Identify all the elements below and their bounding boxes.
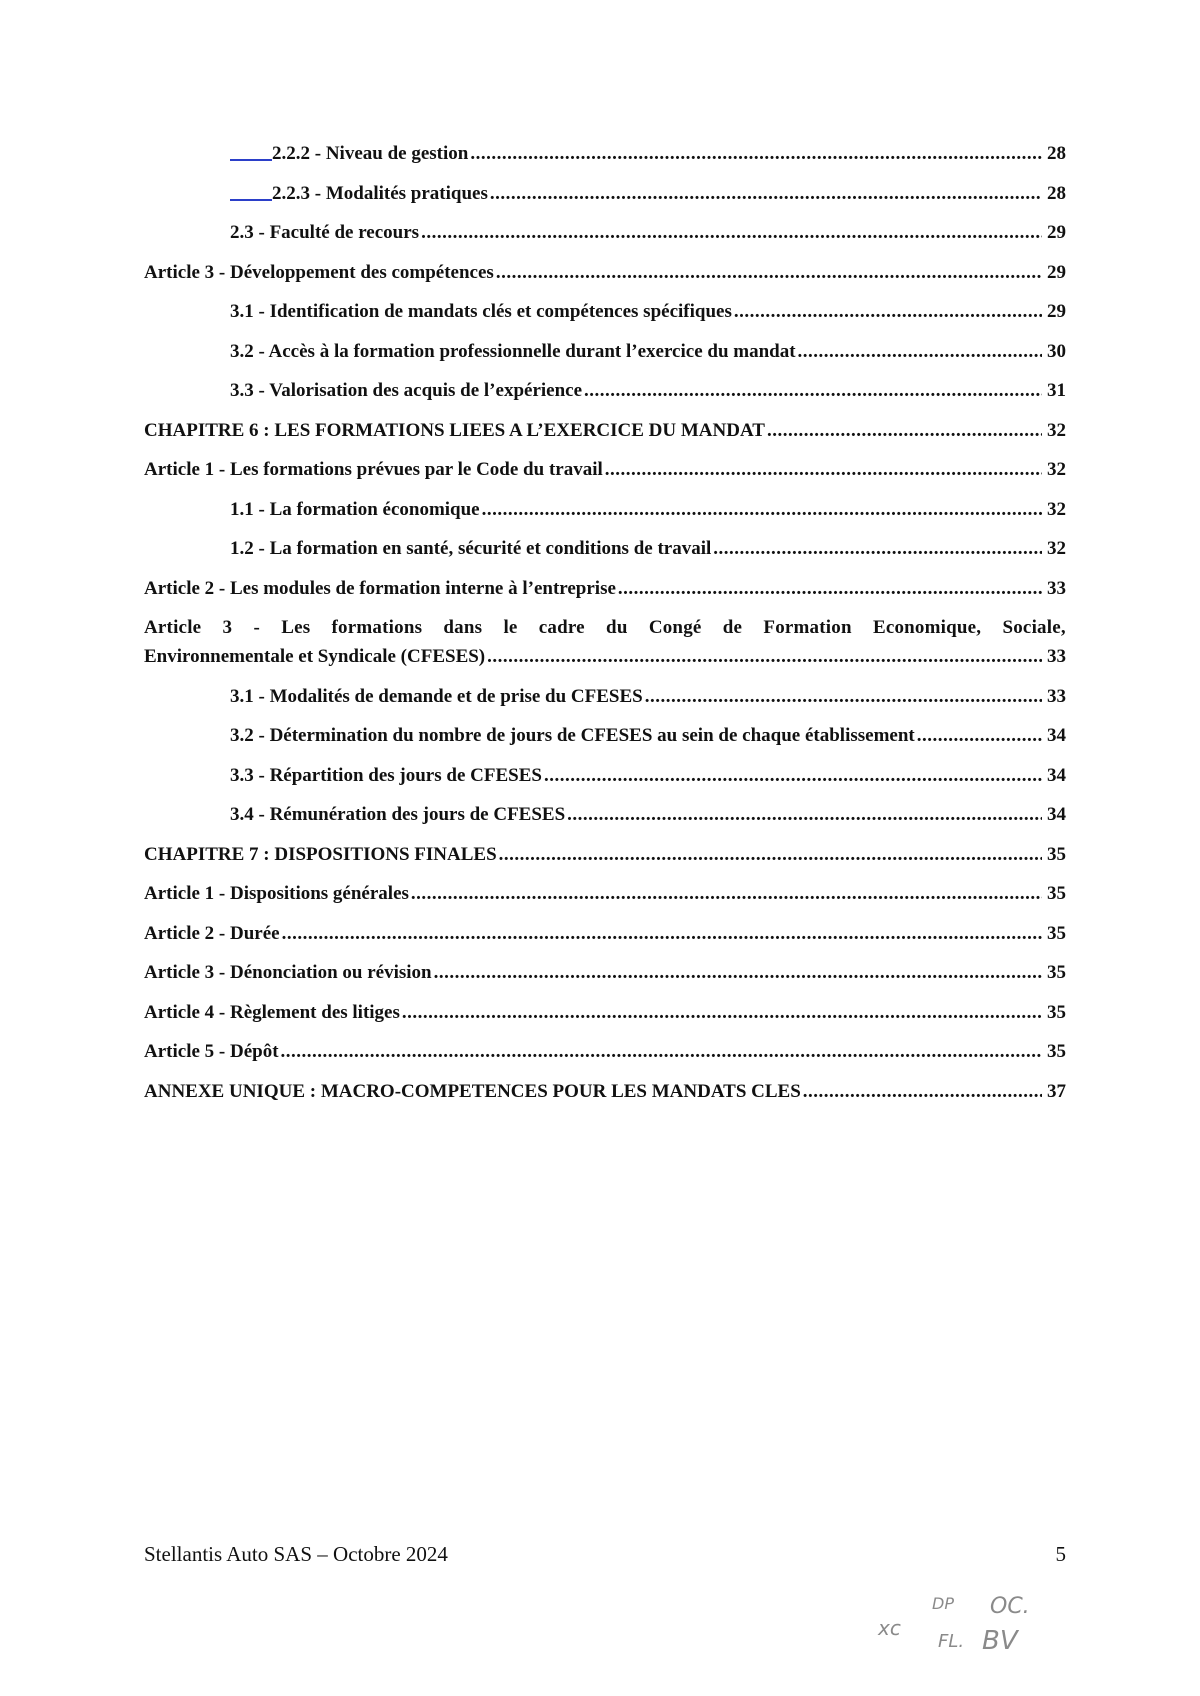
toc-entry-title: 1.1 - La formation économique — [230, 498, 480, 520]
word: Formation — [763, 617, 852, 638]
word: cadre — [538, 617, 585, 638]
dot-leader — [482, 498, 1042, 522]
dot-leader — [544, 764, 1042, 788]
initial-mark: xc — [878, 1616, 901, 1640]
toc-entry[interactable] — [144, 458, 1066, 482]
footer-page-number: 5 — [1055, 1542, 1066, 1566]
hyperlink-underline[interactable] — [230, 199, 272, 201]
initial-mark: DP — [932, 1594, 954, 1613]
toc-entry[interactable] — [144, 922, 1066, 946]
toc-page-number: 35 — [1047, 922, 1066, 944]
dot-leader — [281, 1040, 1042, 1064]
toc-entry-title: Article 5 - Dépôt — [144, 1041, 279, 1062]
footer-text: Stellantis Auto SAS – Octobre 2024 — [144, 1542, 448, 1566]
toc-entry-title: 2.2.2 - Niveau de gestion — [272, 143, 469, 164]
dot-leader — [734, 300, 1042, 324]
toc-entry[interactable] — [144, 221, 1066, 245]
toc-page-number: 35 — [1047, 962, 1066, 983]
toc-entry[interactable] — [144, 142, 1066, 166]
toc-entry[interactable] — [144, 577, 1066, 601]
toc-entry-title: Article 1 - Les formations prévues par le Code du travail — [144, 459, 603, 480]
toc-entry-title: Article 2 - Les modules de formation interne à l’entreprise — [144, 577, 616, 599]
word: Sociale, — [1002, 617, 1066, 638]
toc-entry[interactable] — [144, 803, 1066, 827]
toc-entry-title: 2.2.3 - Modalités pratiques — [272, 182, 488, 204]
dot-leader — [421, 221, 1042, 245]
dot-leader — [803, 1080, 1042, 1104]
toc-page-number: 33 — [1047, 646, 1066, 667]
toc-entry-title: 3.3 - Valorisation des acquis de l’expérience — [230, 380, 583, 401]
dot-leader — [490, 182, 1042, 206]
dot-leader — [402, 1001, 1042, 1025]
toc-page-number: 30 — [1047, 340, 1066, 362]
dot-leader — [282, 922, 1042, 946]
toc-entry[interactable] — [144, 843, 1066, 867]
toc-page-number: 35 — [1047, 883, 1066, 904]
dot-leader — [487, 645, 1042, 669]
table-of-contents — [144, 142, 1066, 1119]
toc-entry-title: Environnementale et Syndicale (CFESES) — [144, 646, 486, 667]
dot-leader — [917, 724, 1042, 748]
toc-entry-title: 1.2 - La formation en santé, sécurité et conditions de travail — [230, 538, 712, 559]
toc-entry-title: CHAPITRE 7 : DISPOSITIONS FINALES — [144, 843, 497, 865]
initial-mark: BV — [982, 1626, 1018, 1656]
toc-entry[interactable] — [144, 1001, 1066, 1025]
toc-entry[interactable] — [144, 961, 1066, 985]
word: dans — [443, 617, 483, 638]
dot-leader — [567, 803, 1042, 827]
toc-page-number: 31 — [1047, 380, 1066, 401]
toc-page-number: 29 — [1047, 222, 1066, 243]
toc-entry-title: 3.3 - Répartition des jours de CFESES — [230, 764, 542, 786]
toc-entry[interactable] — [144, 300, 1066, 324]
dot-leader — [713, 537, 1042, 561]
word: Article — [144, 617, 202, 638]
toc-entry[interactable] — [144, 182, 1066, 206]
toc-entry[interactable] — [144, 340, 1066, 364]
toc-entry-title-line2 — [144, 645, 1066, 669]
toc-entry-title: 3.1 - Identification de mandats clés et compétences spécifiques — [230, 301, 732, 322]
toc-entry-title: Article 4 - Règlement des litiges — [144, 1001, 400, 1023]
toc-page-number: 32 — [1047, 498, 1066, 520]
toc-page-number: 34 — [1047, 725, 1066, 746]
toc-page-number: 29 — [1047, 301, 1066, 322]
toc-page-number: 32 — [1047, 459, 1066, 480]
dot-leader — [470, 142, 1042, 166]
dot-leader — [496, 261, 1042, 285]
toc-entry[interactable] — [144, 498, 1066, 522]
toc-entry[interactable] — [144, 882, 1066, 906]
toc-entry-title: Article 2 - Durée — [144, 922, 280, 944]
toc-entry-title-line1 — [144, 616, 1066, 640]
toc-page-number: 35 — [1047, 1041, 1066, 1062]
toc-entry[interactable] — [144, 724, 1066, 748]
toc-page-number: 33 — [1047, 685, 1066, 707]
initial-mark: OC. — [990, 1594, 1030, 1619]
toc-entry[interactable] — [144, 764, 1066, 788]
toc-page-number: 35 — [1047, 843, 1066, 865]
toc-entry[interactable] — [144, 419, 1066, 443]
toc-page-number: 37 — [1047, 1080, 1066, 1102]
word: Congé — [648, 617, 702, 638]
toc-entry-title: CHAPITRE 6 : LES FORMATIONS LIEES A L’EXERCICE DU MANDAT — [144, 419, 765, 441]
toc-page-number: 34 — [1047, 804, 1066, 825]
word: Les — [281, 617, 311, 638]
toc-entry[interactable] — [144, 685, 1066, 709]
toc-entry-title: Article 3 - Dénonciation ou révision — [144, 962, 432, 983]
toc-page-number: 29 — [1047, 261, 1066, 283]
word: formations — [331, 617, 423, 638]
dot-leader — [584, 379, 1042, 403]
page-footer — [144, 1542, 1066, 1567]
toc-entry[interactable] — [144, 1080, 1066, 1104]
toc-entry-title: 3.2 - Accès à la formation professionnelle durant l’exercice du mandat — [230, 340, 796, 362]
hyperlink-underline[interactable] — [230, 159, 272, 161]
toc-entry-multiline[interactable] — [144, 616, 1066, 669]
toc-entry[interactable] — [144, 261, 1066, 285]
toc-entry-title: Article 1 - Dispositions générales — [144, 883, 409, 904]
dot-leader — [434, 961, 1042, 985]
word: - — [253, 617, 260, 638]
word: de — [722, 617, 743, 638]
dot-leader — [605, 458, 1042, 482]
dot-leader — [499, 843, 1042, 867]
toc-page-number: 34 — [1047, 764, 1066, 786]
toc-page-number: 28 — [1047, 143, 1066, 164]
toc-entry[interactable] — [144, 379, 1066, 403]
toc-page-number: 32 — [1047, 538, 1066, 559]
toc-page-number: 33 — [1047, 577, 1066, 599]
toc-entry-title: 3.1 - Modalités de demande et de prise du CFESES — [230, 685, 643, 707]
toc-page-number: 32 — [1047, 419, 1066, 441]
toc-entry-title: 3.4 - Rémunération des jours de CFESES — [230, 804, 566, 825]
toc-page-number: 28 — [1047, 182, 1066, 204]
toc-entry-title: ANNEXE UNIQUE : MACRO-COMPETENCES POUR LES MANDATS CLES — [144, 1080, 801, 1102]
word: 3 — [222, 617, 233, 638]
toc-entry[interactable] — [144, 1040, 1066, 1064]
toc-entry-title: Article 3 - Développement des compétences — [144, 261, 494, 283]
dot-leader — [798, 340, 1042, 364]
dot-leader — [618, 577, 1042, 601]
dot-leader — [411, 882, 1042, 906]
toc-entry[interactable] — [144, 537, 1066, 561]
dot-leader — [645, 685, 1042, 709]
dot-leader — [767, 419, 1042, 443]
initial-mark: FL. — [938, 1631, 965, 1652]
word: le — [503, 617, 518, 638]
word: du — [606, 617, 628, 638]
handwritten-initials — [870, 1585, 1070, 1665]
toc-entry-title: 3.2 - Détermination du nombre de jours de CFESES au sein de chaque établissement — [230, 725, 915, 746]
toc-entry-title: 2.3 - Faculté de recours — [230, 222, 420, 243]
word: Economique, — [872, 617, 982, 638]
toc-page-number: 35 — [1047, 1001, 1066, 1023]
